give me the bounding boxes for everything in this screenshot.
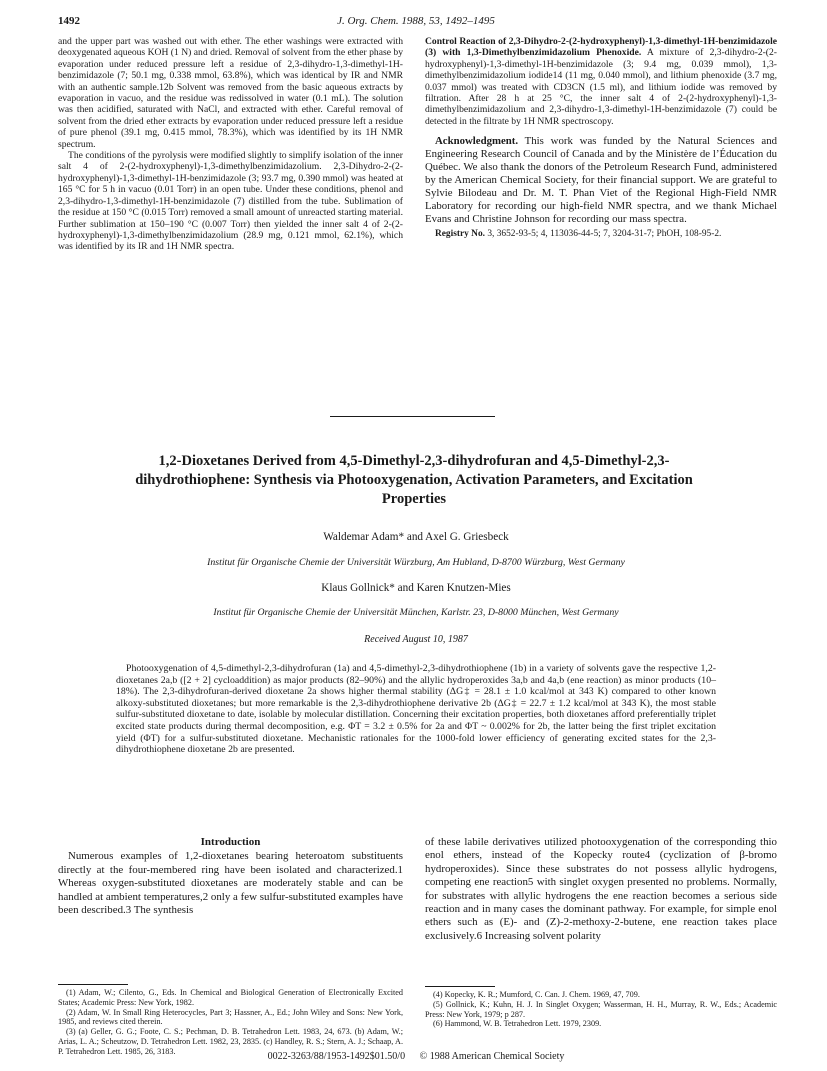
footnotes-right bbox=[425, 990, 777, 1029]
article-title: 1,2-Dioxetanes Derived from 4,5-Dimethyl-2,3-dihydrofuran and 4,5-Dimethyl-2,3-dihydrothiophene: Synthesis via Photooxygenation, Activation Parameters, and Excitation Properties bbox=[135, 453, 693, 507]
footnote: (1) Adam, W.; Cilento, G., Eds. In Chemical and Biological Generation of Electronically Excited States; Academic Press: New York, 1982. bbox=[58, 988, 403, 1007]
journal-reference: J. Org. Chem. 1988, 53, 1492–1495 bbox=[337, 15, 495, 27]
affiliation-line: Institut für Organische Chemie der Universität Würzburg, Am Hubland, D-8700 Würzburg, West Germany bbox=[207, 557, 625, 568]
footnote: (4) Kopecky, K. R.; Mumford, C. Can. J. Chem. 1969, 47, 709. bbox=[433, 990, 640, 999]
registry-heading: Registry No. bbox=[435, 229, 485, 240]
acknowledgment-heading: Acknowledgment. bbox=[435, 135, 519, 148]
footnote-rule bbox=[58, 984, 128, 985]
introduction-left-column bbox=[58, 836, 403, 917]
page-header bbox=[58, 15, 774, 31]
introduction-heading: Introduction bbox=[200, 836, 261, 848]
control-reaction-body: A mixture of 2,3-dihydro-2-(2-hydroxyphenyl)-1,3-dimethyl-1H-benzimidazole (3; 9.4 mg, 0.039 mmol), 1,3-dimethylbenzimidazolium iodide14 (11 mg, 0.040 mmol), and lithium phenoxide (3.7 mg, 0.037 mmol) was treated with CD3CN (1.5 ml), and lithium iodide was removed by filtration. After 28 h at 25 °C, the inner salt 4 of 2-(2-hydroxyphenyl)-1,3-dimethylbenzimidazolium and 2,3-dihydro-1,3-dimethyl-1H-benzimidazole (7) could be detected in the filtrate by 1H NMR spectroscopy. bbox=[425, 47, 777, 127]
footnote: (2) Adam, W. In Small Ring Heterocycles, Part 3; Hassner, A., Ed.; John Wiley and Sons: New York, 1985, and reviews cited therein. bbox=[58, 1007, 403, 1027]
experimental-continued-column bbox=[58, 36, 403, 253]
footnote: (6) Hammond, W. B. Tetrahedron Lett. 1979, 2309. bbox=[433, 1019, 602, 1029]
introduction-right-column bbox=[425, 836, 777, 943]
body-paragraph: The conditions of the pyrolysis were modified slightly to simplify isolation of the inner salt 4 of 2-(2-hydroxyphenyl)-1,3-dimethylbenzimidazolium. 2,3-Dihydro-2-(2-hydroxyphenyl)-1,3-dimethyl-1H-benzimidazole (3; 93.7 mg, 0.390 mmol) was heated at 165 °C for 5 h in vacuo (0.01 Torr) in an open tube. Under these conditions, phenol and 2,3-dihydro-1,3-dimethyl-1H-benzimidazole (7) distilled from the tube. Sublimation of the residue at 150 °C (0.015 Torr) removed a small amount of unreacted starting material. Further sublimation at 150–190 °C (0.007 Torr) then yielded the inner salt 4 of 2-(2-hydroxyphenyl)-1,3-dimethylbenzimidazolium (28.9 mg, 0.121 mmol, 62.1%), which was identified by its IR and 1H NMR spectra. bbox=[58, 150, 403, 253]
control-reaction-heading: Control Reaction of 2,3-Dihydro-2-(2-hydroxyphenyl)-1,3-dimethyl-1H-benzimidazole (3) with 1,3-Dimethylbenzimidazolium Phenoxide. bbox=[425, 36, 777, 59]
experimental-right-column bbox=[425, 36, 777, 240]
page-number: 1492 bbox=[58, 15, 80, 27]
footnote-rule bbox=[425, 986, 495, 987]
footnote: (3) (a) Geller, G. G.; Foote, C. S.; Pechman, D. B. Tetrahedron Lett. 1983, 24, 673. (b) Adam, W.; Arias, L. A.; Scheutzow, D. Tetrahedron Lett. 1982, 23, 2835. (c) Handley, R. S.; Stern, A. J.; Schaap, A. P. Tetrahedron Lett. 1985, 26, 3183. bbox=[58, 1027, 403, 1056]
author-line: Klaus Gollnick* and Karen Knutzen-Mies bbox=[321, 582, 511, 594]
registry-paragraph bbox=[425, 229, 777, 240]
article-separator-rule bbox=[330, 416, 495, 417]
acknowledgment-paragraph bbox=[425, 135, 777, 226]
acknowledgment-body: This work was funded by the Natural Sciences and Engineering Research Council of Canada and by the Ministère de l’Éducation du Québec. We also thank the donors of the Petroleum Research Fund, administered by the American Chemical Society, for their financial support. We are grateful to Sylvie Bilodeau and Dr. M. T. Phan Viet of the Regional High-Field NMR Laboratory for recording our high-field NMR spectra, and we thank Michael Evans and Christine Johnson for recording our mass spectra. bbox=[425, 135, 777, 226]
page-footer bbox=[58, 1051, 774, 1062]
body-paragraph: and the upper part was washed out with ether. The ether washings were extracted with deoxygenated aqueous KOH (1 N) and dried. Removal of solvent from the ether phase by evaporation under reduced pressure left a residue of 2,3-dihydro-1,3-dimethyl-1H-benzimidazole (7; 50.1 mg, 0.338 mmol, 63.8%), which was identical by IR and NMR with an authentic sample.12b Solvent was removed from the basic aqueous extracts by evaporation in vacuo, and the residue was redissolved in water (0.1 mL). The solution was then acidified, saturated with NaCl, and extracted with ether. Careful removal of solvent from the dried ether extracts by evaporation under reduced pressure left a residue of pure phenol (39.1 mg, 0.415 mmol, 78.3%), which was identified by its 1H NMR spectrum. bbox=[58, 36, 403, 150]
received-date: Received August 10, 1987 bbox=[364, 634, 468, 645]
control-reaction-paragraph bbox=[425, 36, 777, 127]
abstract: Photooxygenation of 4,5-dimethyl-2,3-dihydrofuran (1a) and 4,5-dimethyl-2,3-dihydrothiophene (1b) in a variety of solvents gave the respective 1,2-dioxetanes 2a,b ([2 + 2] cycloaddition) as major products (82–90%) and the allylic hydroperoxides 3a,b and 4a,b (ene reaction) as minor products (10–18%). The 2,3-dihydrofuran-derived dioxetane 2a shows higher thermal stability (ΔG‡ = 28.1 ± 1.0 kcal/mol at 343 K) compared to other known alkoxy-substituted dioxetanes; but more remarkable is the 2,3-dihydrothiophene derivative 2b (ΔG‡ = 22.7 ± 1.2 kcal/mol at 343 K), the most stable sulfur-substituted dioxetane to date, isolable by molecular distillation. Concerning their excitation properties, both dioxetanes afford preferentially triplet excited state products during thermal decomposition, e.g. ΦT = 3.2 ± 0.5% for 2a and ΦT ~ 0.002% for 2b, the latter being the first triplet excitation yield (ΦT) for a sulfur-substituted dioxetane. Mechanistic rationales for the 1000-fold lower efficiency of generating excited states for the 2,3-dihydrothiophene dioxetane 2b are presented. bbox=[116, 663, 716, 756]
body-paragraph: Numerous examples of 1,2-dioxetanes bearing heteroatom substituents directly at the four-membered ring have been isolated and characterized.1 Whereas oxygen-substituted dioxetanes are moderately stable and can be handled at ambient temperatures,2 only a few sulfur-substituted examples have been described.3 The synthesis bbox=[58, 850, 403, 917]
author-line: Waldemar Adam* and Axel G. Griesbeck bbox=[323, 531, 509, 543]
price-code: 0022-3263/88/1953-1492$01.50/0 bbox=[267, 1051, 406, 1062]
registry-body: 3, 3652-93-5; 4, 113036-44-5; 7, 3204-31-7; PhOH, 108-95-2. bbox=[485, 229, 722, 240]
affiliation-line: Institut für Organische Chemie der Universität München, Karlstr. 23, D-8000 München, West Germany bbox=[213, 607, 619, 618]
copyright: © 1988 American Chemical Society bbox=[419, 1051, 565, 1062]
body-paragraph: of these labile derivatives utilized photooxygenation of the corresponding thio enol ethers, instead of the Kopecky route4 (cyclization of β-bromo hydroperoxides). Since these substrates do not possess allylic hydrogens, competing ene reaction5 with singlet oxygen presented no problems. Normally, for substrates with allylic hydrogens the ene reaction becomes a serious side reaction and in many cases the dominant pathway. For example, for simple enol ethers such as (E)- and (Z)-2-methoxy-2-butene, ene reaction takes place exclusively.6 Increasing solvent polarity bbox=[425, 836, 777, 942]
footnotes-left bbox=[58, 988, 403, 1057]
footnote: (5) Gollnick, K.; Kuhn, H. J. In Singlet Oxygen; Wasserman, H. H., Murray, R. W., Eds.; Academic Press: New York, 1979; p 287. bbox=[425, 999, 777, 1019]
